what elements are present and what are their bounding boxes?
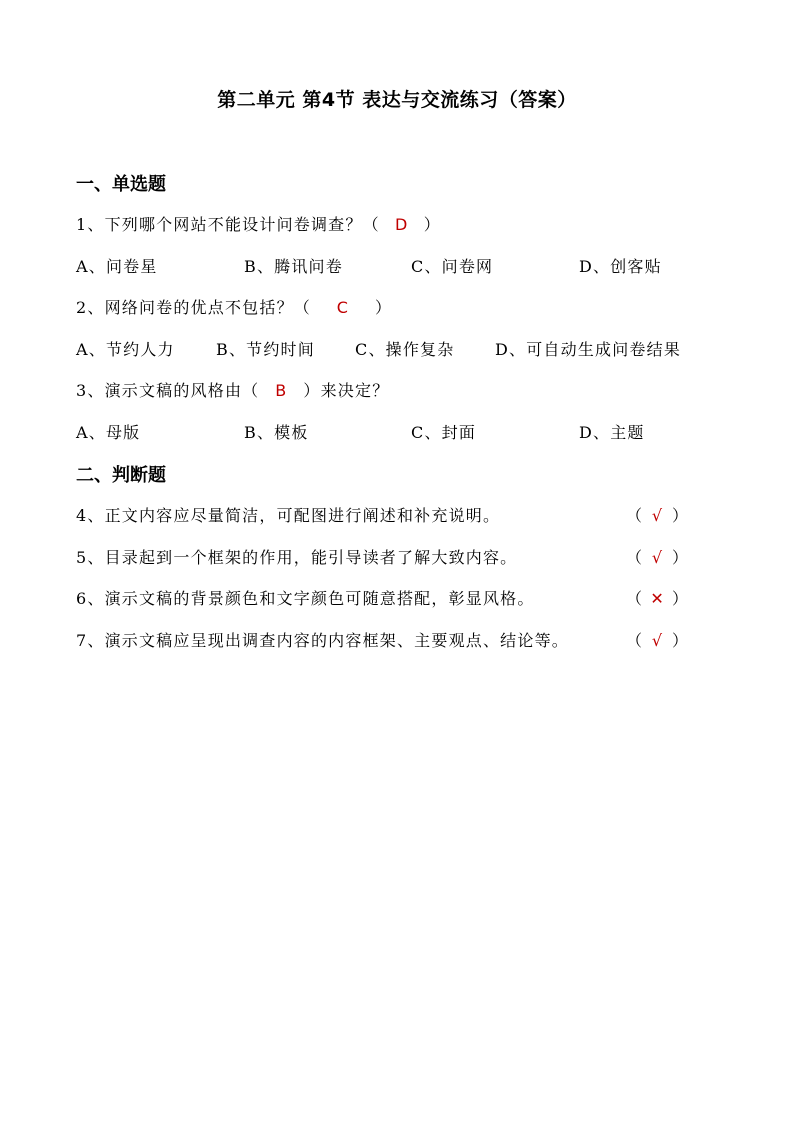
judge-item-5-open: （ <box>626 548 643 567</box>
question-2 <box>76 295 392 318</box>
question-1-option-d: D、创客贴 <box>579 257 662 276</box>
judge-item-5: 5、目录起到一个框架的作用，能引导读者了解大致内容。 <box>76 548 518 567</box>
question-3-answer: B <box>275 381 288 400</box>
question-2-answer: C <box>336 298 350 317</box>
judge-item-4-mark <box>626 503 688 526</box>
question-2-close: ） <box>374 298 393 317</box>
check-icon: √ <box>651 506 663 525</box>
question-1-option-a: A、问卷星 <box>76 257 158 276</box>
judge-item-6-mark <box>626 586 688 609</box>
cross-icon: ✕ <box>650 589 664 608</box>
check-icon: √ <box>651 548 663 567</box>
judge-item-5-close: ） <box>672 548 689 567</box>
question-2-option-c: C、操作复杂 <box>355 340 455 359</box>
question-3 <box>76 378 389 401</box>
section-heading-true-false: 二、判断题 <box>76 465 166 486</box>
judge-item-7-mark <box>626 628 688 651</box>
question-3-option-a: A、母版 <box>76 423 141 442</box>
question-3-text: 3、演示文稿的风格由（ <box>76 381 260 400</box>
judge-item-6-close: ） <box>672 589 689 608</box>
question-2-option-d: D、可自动生成问卷结果 <box>495 340 682 359</box>
question-3-rest: ）来决定？ <box>303 381 390 400</box>
question-3-option-d: D、主题 <box>579 423 645 442</box>
judge-item-5-mark <box>626 545 688 568</box>
question-2-text: 2、网络问卷的优点不包括？（ <box>76 298 311 317</box>
question-3-option-b: B、模板 <box>244 423 309 442</box>
judge-item-6: 6、演示文稿的背景颜色和文字颜色可随意搭配，彰显风格。 <box>76 589 535 608</box>
question-3-option-c: C、封面 <box>411 423 477 442</box>
judge-item-7-open: （ <box>626 631 643 650</box>
judge-item-4-close: ） <box>672 506 689 525</box>
question-1-close: ） <box>423 215 441 234</box>
question-2-option-b: B、节约时间 <box>216 340 315 359</box>
question-2-option-a: A、节约人力 <box>76 340 175 359</box>
judge-item-4-open: （ <box>626 506 643 525</box>
question-1-option-c: C、问卷网 <box>411 257 494 276</box>
judge-item-6-open: （ <box>626 589 643 608</box>
question-1-option-b: B、腾讯问卷 <box>244 257 343 276</box>
judge-item-7-close: ） <box>672 631 689 650</box>
check-icon: √ <box>651 631 663 650</box>
question-1-text: 1、下列哪个网站不能设计问卷调查？（ <box>76 215 380 234</box>
question-1 <box>76 212 441 235</box>
document-title: 第二单元 第4节 表达与交流练习（答案） <box>217 89 577 111</box>
section-heading-single-choice: 一、单选题 <box>76 174 166 195</box>
judge-item-4: 4、正文内容应尽量简洁，可配图进行阐述和补充说明。 <box>76 506 501 525</box>
question-1-answer: D <box>395 215 409 234</box>
judge-item-7: 7、演示文稿应呈现出调查内容的内容框架、主要观点、结论等。 <box>76 631 569 650</box>
